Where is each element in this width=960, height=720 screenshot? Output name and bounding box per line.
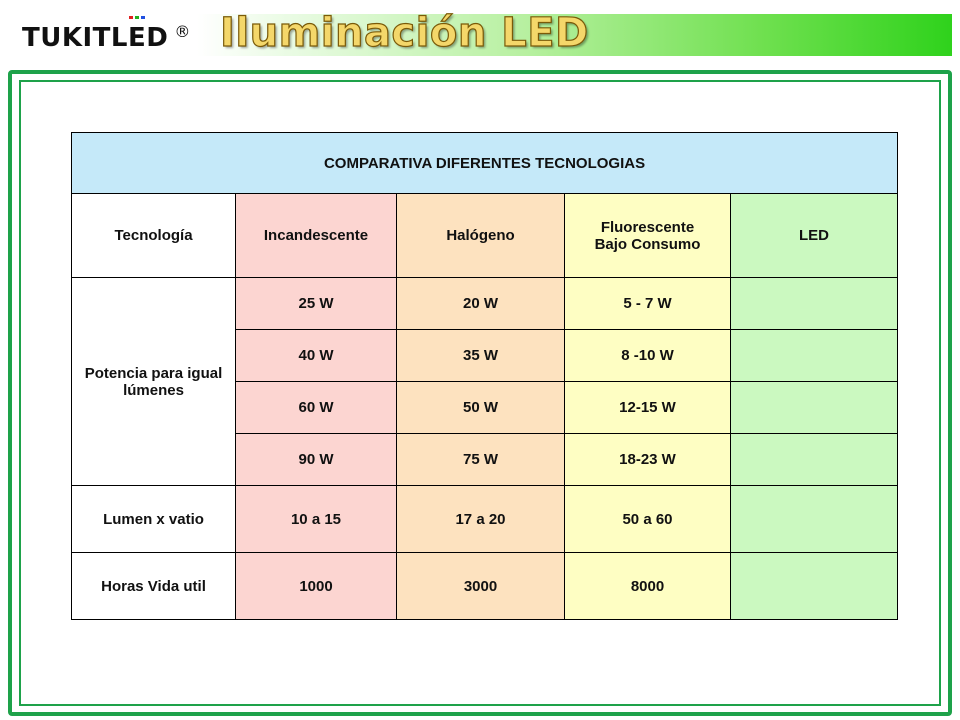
cell-led [731, 553, 898, 620]
fluorescente-line2: Bajo Consumo [594, 235, 701, 253]
cell-halogeno: 35 W [397, 330, 565, 382]
tukitled-logo [22, 22, 191, 54]
cell-led [731, 486, 898, 553]
row-label-potencia: Potencia para igual lúmenes [72, 278, 236, 486]
logo-text-part1: TUKITL [22, 23, 128, 53]
cell-fluorescente: 5 - 7 W [565, 278, 731, 330]
cell-incandescente: 10 a 15 [236, 486, 397, 553]
cell-led [731, 382, 898, 434]
table-row [72, 278, 898, 330]
row-label-horas: Horas Vida util [72, 553, 236, 620]
cell-fluorescente: 12-15 W [565, 382, 731, 434]
cell-incandescente: 60 W [236, 382, 397, 434]
cell-led [731, 330, 898, 382]
cell-incandescente: 90 W [236, 434, 397, 486]
table-header-row [72, 194, 898, 278]
column-header-fluorescente [565, 194, 731, 278]
cell-fluorescente: 50 a 60 [565, 486, 731, 553]
column-header-halogeno: Halógeno [397, 194, 565, 278]
comparison-table [71, 132, 898, 620]
cell-halogeno: 20 W [397, 278, 565, 330]
table-row [72, 486, 898, 553]
logo-text-part2: D [146, 23, 169, 53]
cell-fluorescente: 8000 [565, 553, 731, 620]
fluorescente-line1: Fluorescente [600, 218, 695, 236]
logo-led-dots [129, 16, 145, 19]
table-title: COMPARATIVA DIFERENTES TECNOLOGIAS [72, 133, 898, 194]
cell-led [731, 434, 898, 486]
cell-fluorescente: 18-23 W [565, 434, 731, 486]
cell-incandescente: 1000 [236, 553, 397, 620]
registered-mark: ® [174, 22, 191, 41]
table-row [72, 553, 898, 620]
column-header-incandescente: Incandescente [236, 194, 397, 278]
cell-led [731, 278, 898, 330]
row-label-lumen: Lumen x vatio [72, 486, 236, 553]
table-title-row [72, 133, 898, 194]
cell-incandescente: 25 W [236, 278, 397, 330]
cell-halogeno: 17 a 20 [397, 486, 565, 553]
cell-fluorescente: 8 -10 W [565, 330, 731, 382]
column-header-tecnologia: Tecnología [72, 194, 236, 278]
column-header-led: LED [731, 194, 898, 278]
page-title: Iluminación LED [220, 10, 589, 56]
cell-halogeno: 75 W [397, 434, 565, 486]
logo-led-e: E [128, 22, 146, 54]
cell-incandescente: 40 W [236, 330, 397, 382]
cell-halogeno: 3000 [397, 553, 565, 620]
cell-halogeno: 50 W [397, 382, 565, 434]
